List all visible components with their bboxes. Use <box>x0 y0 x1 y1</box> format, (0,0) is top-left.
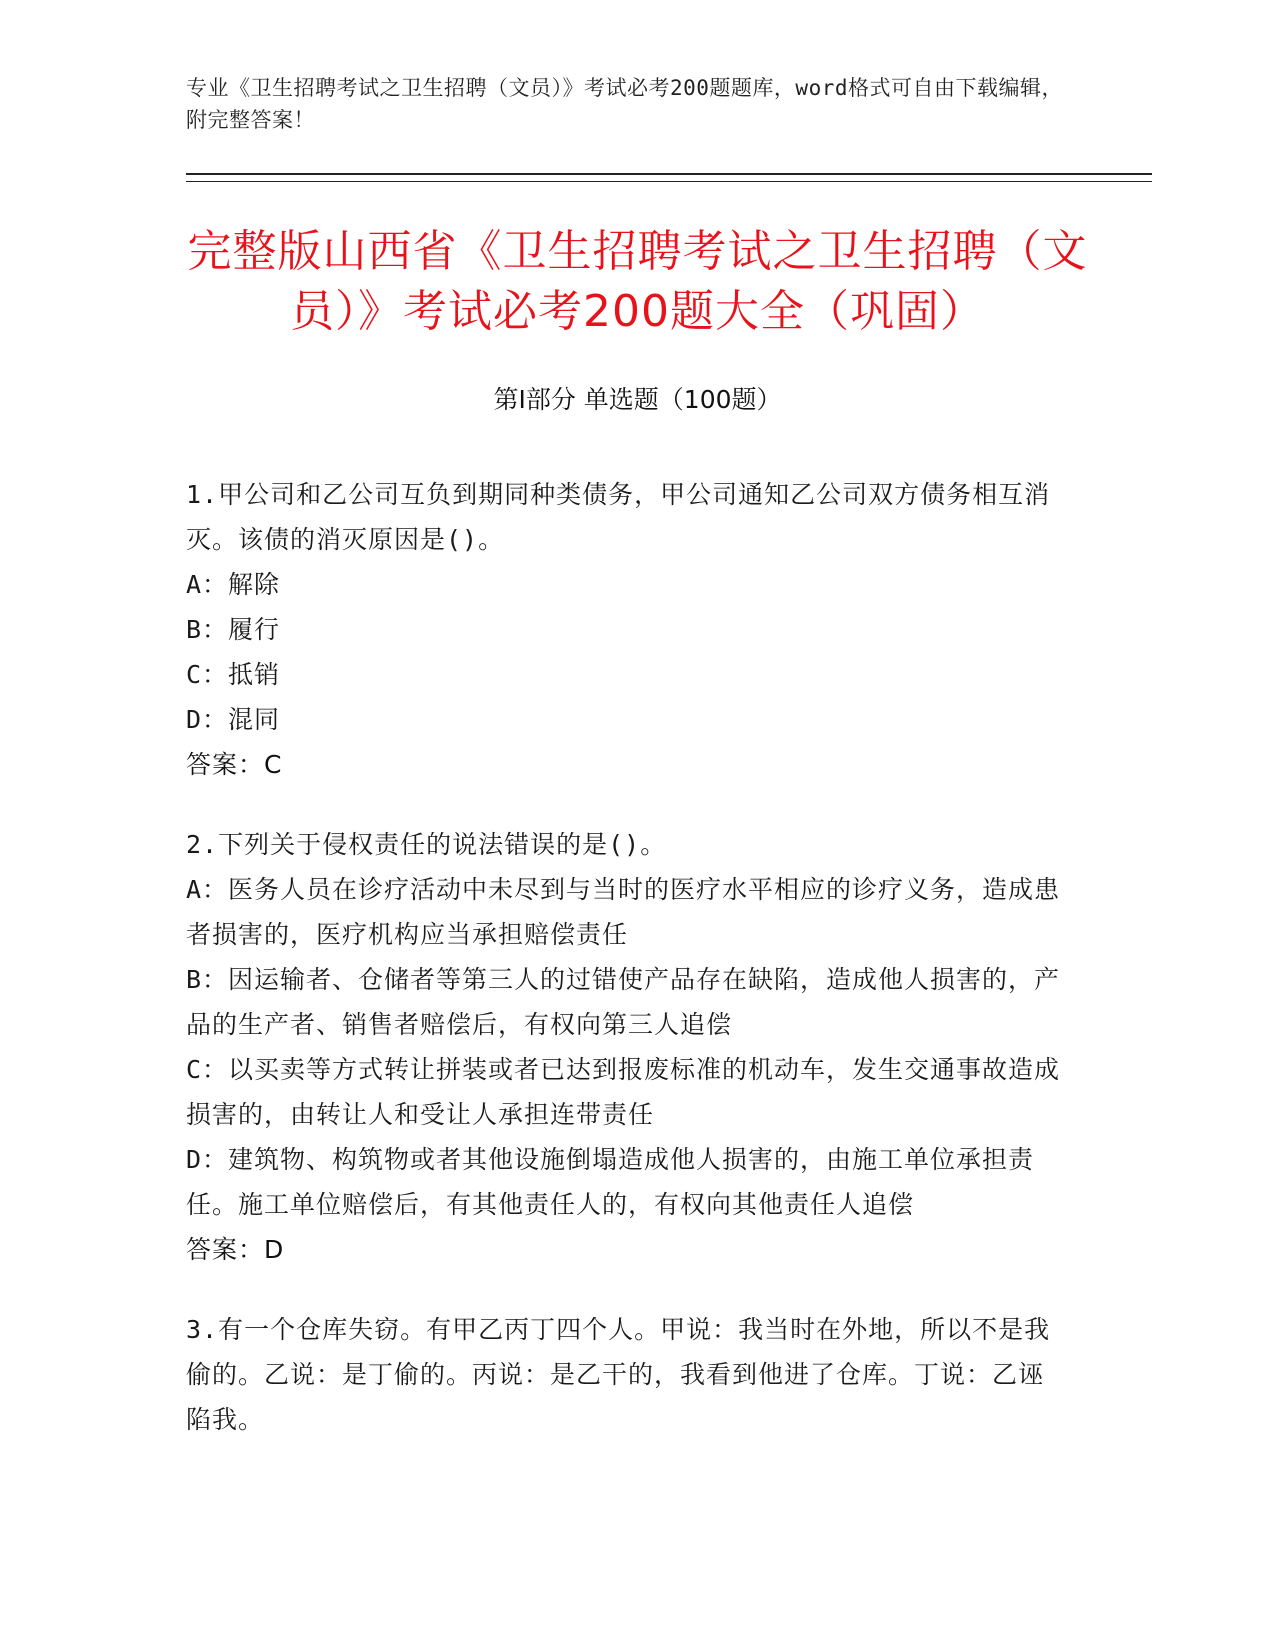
answer: 答案：C <box>186 750 283 779</box>
header-note: 专业《卫生招聘考试之卫生招聘（文员）》考试必考200题题库，word格式可自由下载编辑，附完整答案！ <box>186 76 1063 132</box>
option-d: D：混同 <box>186 705 281 734</box>
question-stem: 3.有一个仓库失窃。有甲乙丙丁四个人。甲说：我当时在外地，所以不是我偷的。乙说：是丁偷的。丙说：是乙干的，我看到他进了仓库。丁说：乙诬陷我。 <box>186 1315 1051 1434</box>
option-a: A：解除 <box>186 570 281 599</box>
question-stem: 2.下列关于侵权责任的说法错误的是()。 <box>186 830 667 859</box>
header-divider-thin <box>186 181 1152 182</box>
option-b: B：履行 <box>186 615 281 644</box>
option-d: D：建筑物、构筑物或者其他设施倒塌造成他人损害的，由施工单位承担责任。施工单位赔偿后，有其他责任人的，有权向其他责任人追偿 <box>186 1145 1035 1219</box>
section-title: 第Ⅰ部分 单选题（100题） <box>493 385 782 414</box>
option-c: C：抵销 <box>186 660 281 689</box>
answer: 答案：D <box>186 1235 285 1264</box>
question-1 <box>186 472 1066 787</box>
document-title: 完整版山西省《卫生招聘考试之卫生招聘（文员）》考试必考200题大全（巩固） <box>187 226 1088 337</box>
question-3 <box>186 1307 1066 1442</box>
question-2 <box>186 822 1066 1272</box>
question-list <box>186 472 1066 1477</box>
header-divider-thick <box>186 173 1152 175</box>
option-b: B：因运输者、仓储者等第三人的过错使产品存在缺陷，造成他人损害的，产品的生产者、销售者赔偿后，有权向第三人追偿 <box>186 965 1061 1039</box>
option-a: A：医务人员在诊疗活动中未尽到与当时的医疗水平相应的诊疗义务，造成患者损害的，医疗机构应当承担赔偿责任 <box>186 875 1061 949</box>
question-stem: 1.甲公司和乙公司互负到期同种类债务，甲公司通知乙公司双方债务相互消灭。该债的消灭原因是()。 <box>186 480 1051 554</box>
option-c: C：以买卖等方式转让拼装或者已达到报废标准的机动车，发生交通事故造成损害的，由转让人和受让人承担连带责任 <box>186 1055 1061 1129</box>
